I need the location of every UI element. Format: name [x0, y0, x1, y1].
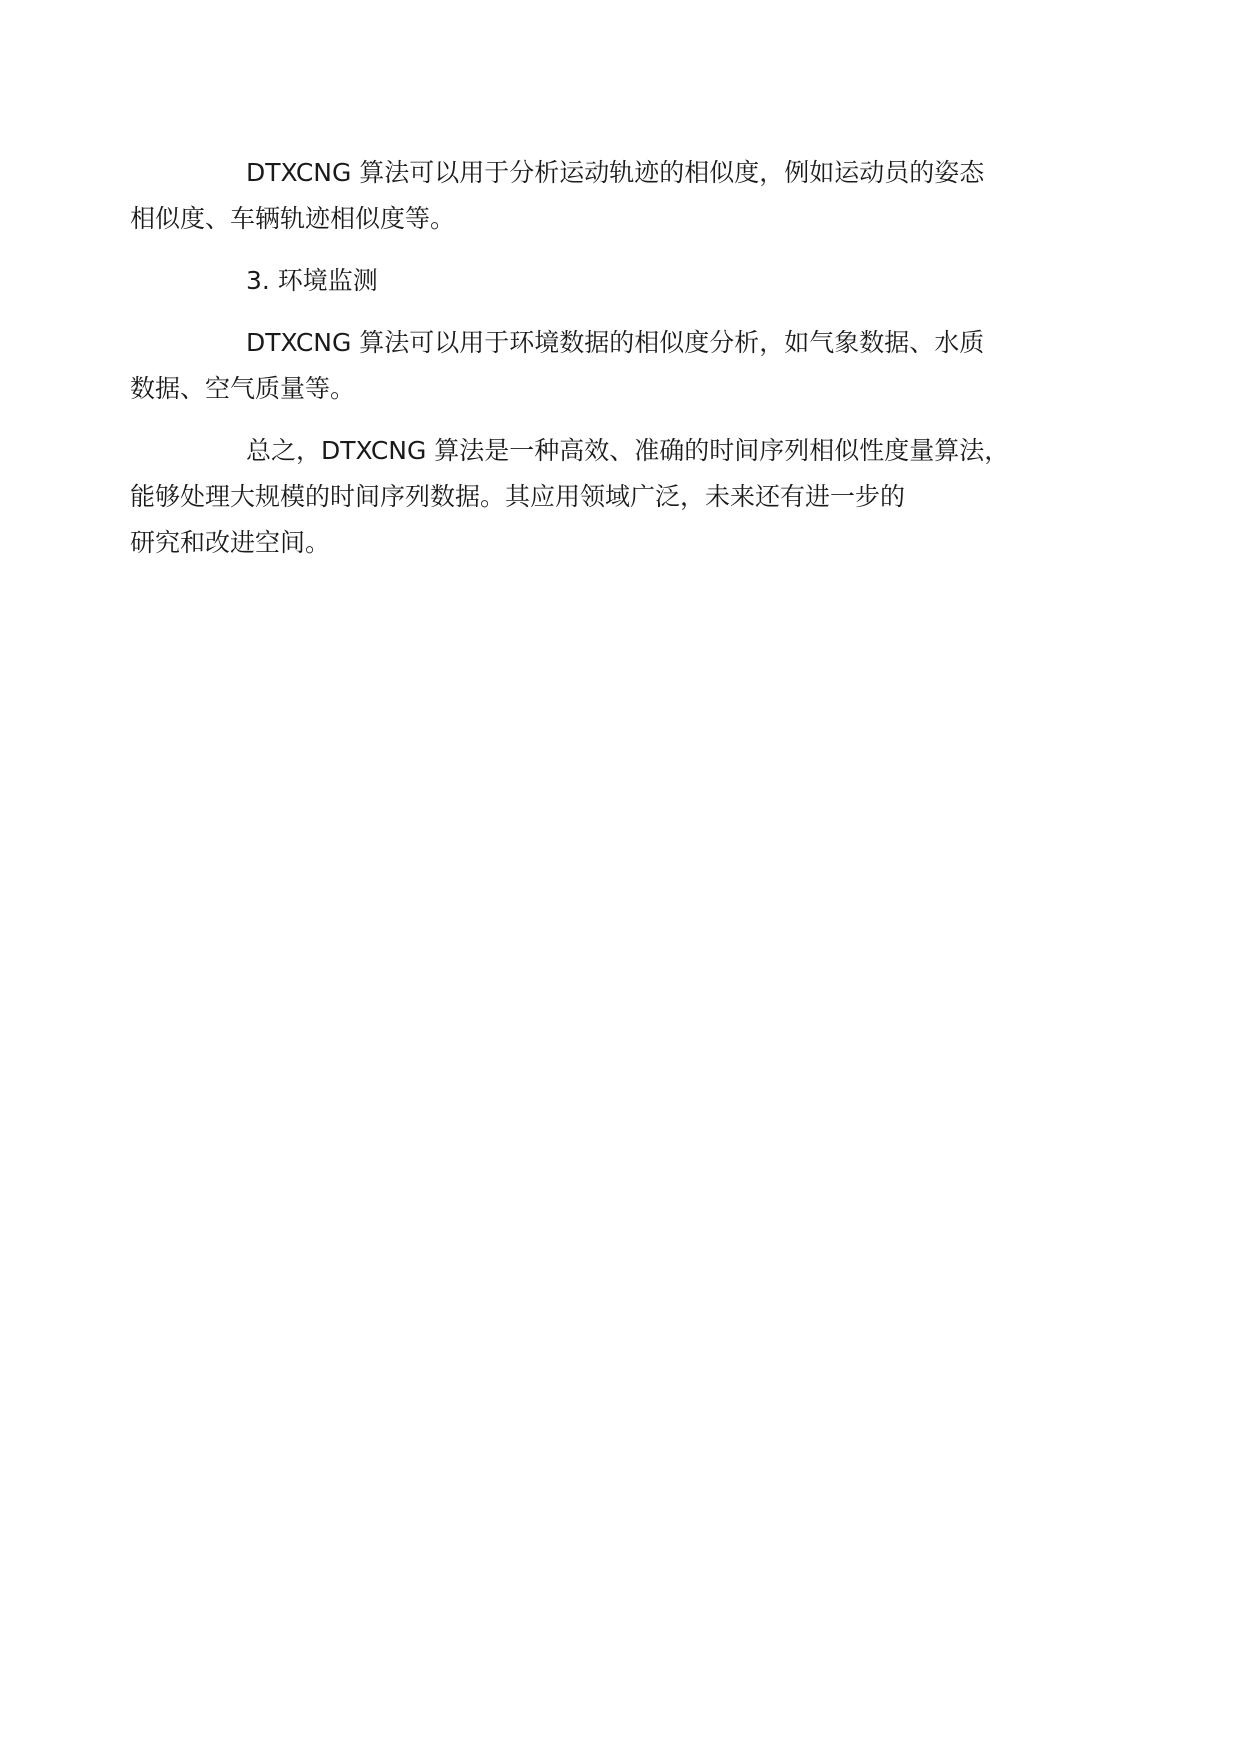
text-line: 相似度、车辆轨迹相似度等。	[130, 204, 456, 233]
text-line: 能够处理大规模的时间序列数据。其应用领域广泛，未来还有进一步的	[130, 482, 906, 511]
document-body	[130, 150, 1088, 582]
paragraph-motion-trajectory	[130, 150, 1088, 242]
text-line: DTXCNG 算法可以用于环境数据的相似度分析，如气象数据、水质	[246, 328, 985, 357]
text-line: 总之，DTXCNG 算法是一种高效、准确的时间序列相似性度量算法，	[246, 436, 1010, 465]
paragraph-summary	[130, 428, 1088, 566]
text-line: DTXCNG 算法可以用于分析运动轨迹的相似度，例如运动员的姿态	[246, 158, 985, 187]
text-line: 研究和改进空间。	[130, 528, 331, 557]
section-heading-environment-monitoring: 3. 环境监测	[246, 266, 378, 295]
paragraph-environment-data	[130, 320, 1088, 412]
text-line: 数据、空气质量等。	[130, 374, 356, 403]
